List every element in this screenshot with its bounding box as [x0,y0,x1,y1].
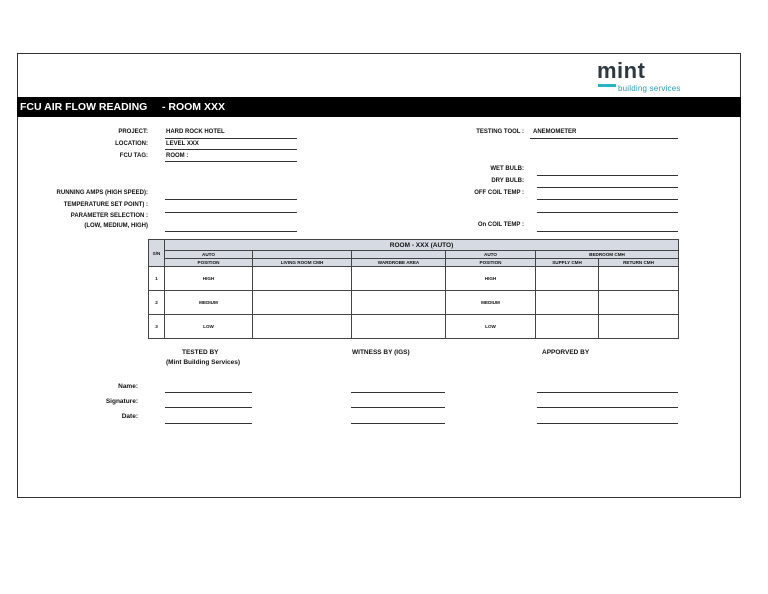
title-main: FCU AIR FLOW READING [20,101,148,113]
table-row [149,315,679,339]
tested-by-heading: TESTED BY [182,349,219,356]
living-room-cell[interactable] [253,315,352,339]
dry-bulb-line[interactable] [537,187,678,188]
testing-tool-line[interactable] [530,138,678,139]
wet-bulb-label: WET BULB: [490,166,524,172]
row-sn: 1 [149,267,165,291]
witness-by-heading: WITNESS BY (IGS) [352,349,410,356]
tested-date-line[interactable] [165,423,252,424]
location-value: LEVEL XXX [166,141,199,147]
logo-subtitle: building services [618,84,681,93]
on-coil-label: On COIL TEMP : [477,222,524,228]
project-label: PROJECT: [118,129,148,135]
logo: mint [597,58,646,83]
row-position-2: MEDIUM [446,291,536,315]
sn-header: S/N [149,240,165,267]
off-coil-line[interactable] [537,199,678,200]
return-cell[interactable] [599,315,679,339]
temp-set-point-line[interactable] [165,212,297,213]
name-label: Name: [118,383,138,390]
signature-label: Signature: [105,398,138,405]
testing-tool-value: ANEMOMETER [533,129,577,135]
position-header-1: POSITION [165,259,253,267]
row-position-2: HIGH [446,267,536,291]
auto-header-1: AUTO [165,251,253,259]
return-cell[interactable] [599,267,679,291]
temp-set-point-label: TEMPERATURE SET POINT) : [63,202,148,208]
wet-bulb-line[interactable] [537,175,678,176]
parameter-selection-sub: (LOW, MEDIUM, HIGH) [84,223,148,229]
wardrobe-blank-header [352,251,446,259]
project-value: HARD ROCK HOTEL [166,129,225,135]
location-label: LOCATION: [115,141,148,147]
fcu-tag-label: FCU TAG: [119,153,148,159]
row-sn: 2 [149,291,165,315]
page-title [20,101,225,113]
living-room-cell[interactable] [253,291,352,315]
supply-cell[interactable] [536,291,599,315]
dry-bulb-label: DRY BULB: [491,178,524,184]
tested-name-line[interactable] [165,392,252,393]
tested-by-org: (Mint Building Services) [166,359,241,366]
auto-header-2: AUTO [446,251,536,259]
row-position: MEDIUM [165,291,253,315]
wardrobe-cell[interactable] [352,315,446,339]
approved-date-line[interactable] [537,423,678,424]
airflow-table [148,239,679,339]
wardrobe-cell[interactable] [352,291,446,315]
witness-name-line[interactable] [351,392,445,393]
row-position-2: LOW [446,315,536,339]
approved-name-line[interactable] [537,392,678,393]
row-sn: 3 [149,315,165,339]
fcu-tag-line[interactable] [165,161,297,162]
witness-signature-line[interactable] [351,407,445,408]
project-line[interactable] [165,138,297,139]
room-header: ROOM - XXX (AUTO) [165,240,679,251]
running-amps-line[interactable] [165,199,297,200]
living-room-cell[interactable] [253,267,352,291]
wardrobe-cell[interactable] [352,267,446,291]
parameter-selection-line[interactable] [165,231,297,232]
off-coil-line-2[interactable] [537,212,678,213]
table-row [149,291,679,315]
row-position: HIGH [165,267,253,291]
on-coil-line[interactable] [537,231,678,232]
living-blank-header [253,251,352,259]
wardrobe-header: WARDROBE AREA [352,259,446,267]
supply-header: SUPPLY CMH [536,259,599,267]
table-row [149,267,679,291]
running-amps-label: RUNNING AMPS (HIGH SPEED): [56,190,148,196]
tested-signature-line[interactable] [165,407,252,408]
row-position: LOW [165,315,253,339]
location-line[interactable] [165,149,297,150]
return-cell[interactable] [599,291,679,315]
living-room-header: LIVING ROOM CMH [253,259,352,267]
fcu-tag-value: ROOM : [166,153,189,159]
parameter-selection-label: PARAMETER SELECTION : [70,213,148,219]
supply-cell[interactable] [536,315,599,339]
testing-tool-label: TESTING TOOL : [476,129,524,135]
supply-cell[interactable] [536,267,599,291]
approved-by-heading: APPORVED BY [542,349,590,356]
witness-date-line[interactable] [351,423,445,424]
title-room: - ROOM XXX [161,101,225,113]
position-header-2: POSITION [446,259,536,267]
logo-accent-bar [598,84,616,87]
approved-signature-line[interactable] [537,407,678,408]
return-header: RETURN CMH [599,259,679,267]
date-label: Date: [121,413,138,420]
off-coil-label: OFF COIL TEMP : [474,190,524,196]
bedroom-header: BEDROOM CMH [536,251,679,259]
